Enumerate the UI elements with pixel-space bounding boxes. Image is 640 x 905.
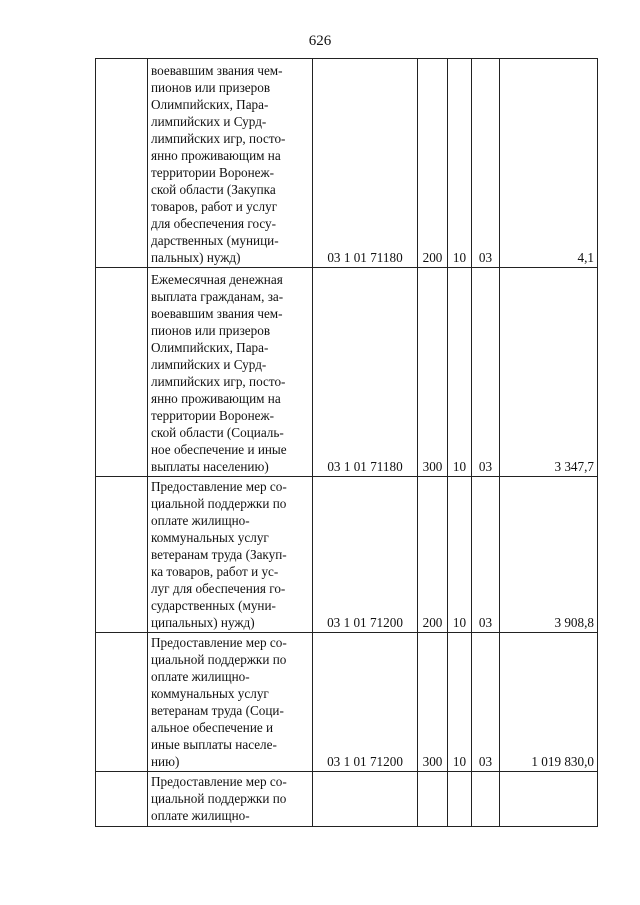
subsection-code xyxy=(472,772,500,827)
amount: 3 908,8 xyxy=(500,477,598,633)
blank-cell xyxy=(96,633,148,772)
expense-type-code: 200 xyxy=(418,59,448,268)
item-name: воевавшим звания чем- пионов или призеров Олимпийских, Пара- лимпийских и Сурд- лимпийских игр, посто- янно проживающим на территории Воронеж- ской области (Закупка товаров, работ и услуг для обеспечения госу- дарственных (муници- пальных) нужд) xyxy=(148,59,313,268)
page-number: 626 xyxy=(308,33,332,49)
table-row xyxy=(96,59,598,268)
expense-type-code xyxy=(418,772,448,827)
blank-cell xyxy=(96,59,148,268)
target-article-code: 03 1 01 71180 xyxy=(313,59,418,268)
target-article-code: 03 1 01 71180 xyxy=(313,268,418,477)
amount: 3 347,7 xyxy=(500,268,598,477)
target-article-code: 03 1 01 71200 xyxy=(313,477,418,633)
subsection-code: 03 xyxy=(472,633,500,772)
table-row xyxy=(96,268,598,477)
subsection-code: 03 xyxy=(472,268,500,477)
expense-type-code: 200 xyxy=(418,477,448,633)
item-name: Предоставление мер со- циальной поддержки по оплате жилищно- коммунальных услуг ветеранам труда (Закуп- ка товаров, работ и ус- луг для обеспечения го- сударственных (муни- ципальных) нужд) xyxy=(148,477,313,633)
table-row xyxy=(96,477,598,633)
expense-type-code: 300 xyxy=(418,633,448,772)
blank-cell xyxy=(96,268,148,477)
item-name: Ежемесячная денежная выплата гражданам, за- воевавшим звания чем- пионов или призеров Олимпийских, Пара- лимпийских и Сурд- лимпийских игр, посто- янно проживающим на территории Воронеж- ской области (Социаль- ное обеспечение и иные выплаты населению) xyxy=(148,268,313,477)
amount: 4,1 xyxy=(500,59,598,268)
subsection-code: 03 xyxy=(472,477,500,633)
blank-cell xyxy=(96,772,148,827)
amount xyxy=(500,772,598,827)
budget-table xyxy=(95,58,598,827)
section-code xyxy=(448,772,472,827)
table-row xyxy=(96,772,598,827)
table-row xyxy=(96,633,598,772)
amount: 1 019 830,0 xyxy=(500,633,598,772)
section-code: 10 xyxy=(448,59,472,268)
target-article-code: 03 1 01 71200 xyxy=(313,633,418,772)
item-name: Предоставление мер со- циальной поддержки по оплате жилищно- xyxy=(148,772,313,827)
item-name: Предоставление мер со- циальной поддержки по оплате жилищно- коммунальных услуг ветеранам труда (Соци- альное обеспечение и иные выплаты населе- нию) xyxy=(148,633,313,772)
target-article-code xyxy=(313,772,418,827)
section-code: 10 xyxy=(448,268,472,477)
section-code: 10 xyxy=(448,477,472,633)
expense-type-code: 300 xyxy=(418,268,448,477)
subsection-code: 03 xyxy=(472,59,500,268)
section-code: 10 xyxy=(448,633,472,772)
blank-cell xyxy=(96,477,148,633)
